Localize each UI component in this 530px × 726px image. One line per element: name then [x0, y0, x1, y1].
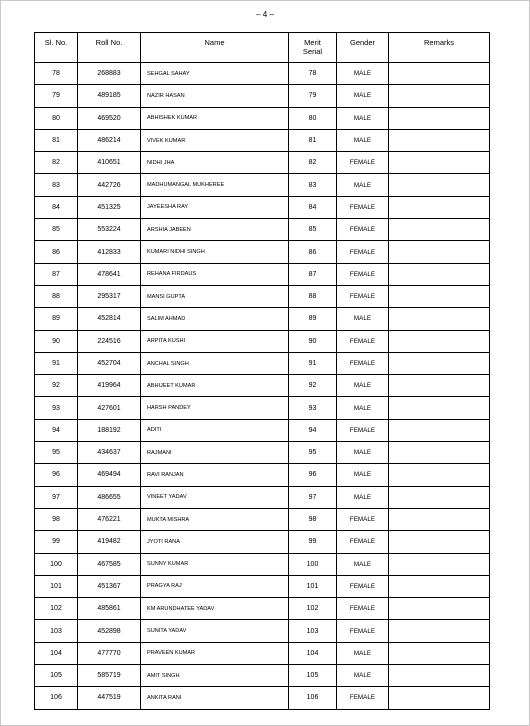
cell-gender: FEMALE: [337, 219, 389, 241]
cell-roll-no: 478641: [78, 263, 141, 285]
cell-sl-no: 99: [35, 531, 78, 553]
cell-merit-serial: 91: [289, 352, 337, 374]
cell-merit-serial: 93: [289, 397, 337, 419]
table-row: [35, 665, 490, 687]
cell-name: VIVEK KUMAR: [141, 129, 289, 151]
table-row: [35, 330, 490, 352]
table-body: [35, 63, 490, 710]
cell-sl-no: 89: [35, 308, 78, 330]
table-row: [35, 85, 490, 107]
table-row: [35, 486, 490, 508]
cell-sl-no: 83: [35, 174, 78, 196]
table-row: [35, 464, 490, 486]
cell-name: ANKITA RANI: [141, 687, 289, 709]
cell-roll-no: 447519: [78, 687, 141, 709]
table-row: [35, 174, 490, 196]
cell-roll-no: 188192: [78, 419, 141, 441]
cell-name: MANSI GUPTA: [141, 285, 289, 307]
cell-remarks: [389, 263, 490, 285]
cell-gender: FEMALE: [337, 196, 389, 218]
cell-name: MUKTA MISHRA: [141, 508, 289, 530]
cell-sl-no: 84: [35, 196, 78, 218]
cell-remarks: [389, 687, 490, 709]
cell-roll-no: 467585: [78, 553, 141, 575]
cell-gender: FEMALE: [337, 263, 389, 285]
cell-gender: FEMALE: [337, 419, 389, 441]
cell-gender: FEMALE: [337, 352, 389, 374]
cell-sl-no: 102: [35, 598, 78, 620]
cell-name: ADITI: [141, 419, 289, 441]
cell-roll-no: 451367: [78, 575, 141, 597]
cell-gender: FEMALE: [337, 598, 389, 620]
cell-remarks: [389, 642, 490, 664]
cell-roll-no: 452704: [78, 352, 141, 374]
cell-sl-no: 86: [35, 241, 78, 263]
cell-remarks: [389, 375, 490, 397]
cell-name: ARPITA KUSHI: [141, 330, 289, 352]
cell-gender: FEMALE: [337, 152, 389, 174]
cell-remarks: [389, 85, 490, 107]
table-row: [35, 352, 490, 374]
cell-remarks: [389, 508, 490, 530]
cell-roll-no: 476221: [78, 508, 141, 530]
cell-remarks: [389, 442, 490, 464]
cell-roll-no: 485861: [78, 598, 141, 620]
cell-merit-serial: 102: [289, 598, 337, 620]
cell-sl-no: 92: [35, 375, 78, 397]
merit-list-table: [34, 32, 490, 710]
table-row: [35, 129, 490, 151]
table-row: [35, 531, 490, 553]
cell-merit-serial: 105: [289, 665, 337, 687]
cell-gender: MALE: [337, 375, 389, 397]
cell-remarks: [389, 665, 490, 687]
cell-gender: MALE: [337, 308, 389, 330]
cell-roll-no: 268883: [78, 63, 141, 85]
cell-sl-no: 90: [35, 330, 78, 352]
header-remarks: Remarks: [389, 33, 490, 63]
cell-sl-no: 82: [35, 152, 78, 174]
cell-remarks: [389, 152, 490, 174]
cell-sl-no: 85: [35, 219, 78, 241]
cell-gender: MALE: [337, 63, 389, 85]
cell-sl-no: 79: [35, 85, 78, 107]
cell-roll-no: 224516: [78, 330, 141, 352]
cell-remarks: [389, 308, 490, 330]
cell-name: JYOTI RANA: [141, 531, 289, 553]
cell-sl-no: 105: [35, 665, 78, 687]
cell-sl-no: 78: [35, 63, 78, 85]
cell-sl-no: 88: [35, 285, 78, 307]
cell-remarks: [389, 107, 490, 129]
cell-remarks: [389, 419, 490, 441]
cell-gender: FEMALE: [337, 285, 389, 307]
cell-gender: FEMALE: [337, 620, 389, 642]
cell-gender: MALE: [337, 397, 389, 419]
cell-remarks: [389, 63, 490, 85]
cell-name: SUNITA YADAV: [141, 620, 289, 642]
cell-merit-serial: 99: [289, 531, 337, 553]
cell-name: SALIM AHMAD: [141, 308, 289, 330]
cell-merit-serial: 81: [289, 129, 337, 151]
cell-remarks: [389, 486, 490, 508]
table-row: [35, 687, 490, 709]
cell-roll-no: 451325: [78, 196, 141, 218]
cell-gender: FEMALE: [337, 330, 389, 352]
table-row: [35, 397, 490, 419]
cell-name: ARSHIA JABEEN: [141, 219, 289, 241]
cell-name: VINEET YADAV: [141, 486, 289, 508]
cell-roll-no: 427601: [78, 397, 141, 419]
cell-sl-no: 103: [35, 620, 78, 642]
cell-merit-serial: 92: [289, 375, 337, 397]
cell-gender: MALE: [337, 553, 389, 575]
table-row: [35, 575, 490, 597]
header-gender: Gender: [337, 33, 389, 63]
cell-roll-no: 489185: [78, 85, 141, 107]
cell-gender: MALE: [337, 665, 389, 687]
cell-name: MADHUMANGAL MUKHEREE: [141, 174, 289, 196]
cell-merit-serial: 89: [289, 308, 337, 330]
cell-sl-no: 106: [35, 687, 78, 709]
cell-name: REHANA FIRDAUS: [141, 263, 289, 285]
table-row: [35, 642, 490, 664]
cell-sl-no: 91: [35, 352, 78, 374]
cell-name: AMIT SINGH: [141, 665, 289, 687]
cell-sl-no: 104: [35, 642, 78, 664]
cell-gender: MALE: [337, 442, 389, 464]
cell-gender: MALE: [337, 174, 389, 196]
cell-name: RAVI RANJAN: [141, 464, 289, 486]
cell-sl-no: 97: [35, 486, 78, 508]
table-row: [35, 419, 490, 441]
cell-roll-no: 419482: [78, 531, 141, 553]
cell-remarks: [389, 196, 490, 218]
cell-roll-no: 585719: [78, 665, 141, 687]
cell-merit-serial: 95: [289, 442, 337, 464]
cell-gender: FEMALE: [337, 241, 389, 263]
table-row: [35, 219, 490, 241]
cell-gender: MALE: [337, 107, 389, 129]
cell-merit-serial: 104: [289, 642, 337, 664]
table-row: [35, 508, 490, 530]
cell-remarks: [389, 219, 490, 241]
cell-gender: MALE: [337, 486, 389, 508]
cell-name: RAJMANI: [141, 442, 289, 464]
cell-roll-no: 295317: [78, 285, 141, 307]
cell-roll-no: 486214: [78, 129, 141, 151]
cell-roll-no: 452898: [78, 620, 141, 642]
cell-name: HARSH PANDEY: [141, 397, 289, 419]
table-header-row: [35, 33, 490, 63]
cell-merit-serial: 97: [289, 486, 337, 508]
cell-merit-serial: 85: [289, 219, 337, 241]
header-name: Name: [141, 33, 289, 63]
cell-name: ABHISHEK KUMAR: [141, 107, 289, 129]
cell-name: NIDHI JHA: [141, 152, 289, 174]
cell-merit-serial: 83: [289, 174, 337, 196]
cell-sl-no: 101: [35, 575, 78, 597]
cell-name: KM ARUNDHATEE YADAV: [141, 598, 289, 620]
cell-remarks: [389, 464, 490, 486]
cell-remarks: [389, 620, 490, 642]
cell-name: ABHIJEET KUMAR: [141, 375, 289, 397]
header-merit-serial-line1: Merit: [304, 38, 321, 47]
cell-name: ANCHAL SINGH: [141, 352, 289, 374]
cell-merit-serial: 103: [289, 620, 337, 642]
table-row: [35, 285, 490, 307]
header-merit-serial-line2: Serial: [302, 47, 323, 56]
cell-sl-no: 100: [35, 553, 78, 575]
table-row: [35, 152, 490, 174]
cell-roll-no: 469494: [78, 464, 141, 486]
table-row: [35, 375, 490, 397]
cell-roll-no: 452814: [78, 308, 141, 330]
cell-name: JAYEESHA RAY: [141, 196, 289, 218]
cell-remarks: [389, 553, 490, 575]
cell-sl-no: 96: [35, 464, 78, 486]
cell-sl-no: 87: [35, 263, 78, 285]
page-number: – 4 –: [256, 10, 274, 19]
cell-remarks: [389, 285, 490, 307]
cell-sl-no: 81: [35, 129, 78, 151]
cell-roll-no: 410651: [78, 152, 141, 174]
cell-name: SEHGAL SAHAY: [141, 63, 289, 85]
table-row: [35, 620, 490, 642]
cell-gender: MALE: [337, 129, 389, 151]
table-row: [35, 442, 490, 464]
table-row: [35, 308, 490, 330]
cell-sl-no: 95: [35, 442, 78, 464]
header-merit-serial: [289, 33, 337, 63]
cell-roll-no: 434637: [78, 442, 141, 464]
header-roll-no: Roll No.: [78, 33, 141, 63]
cell-merit-serial: 88: [289, 285, 337, 307]
cell-merit-serial: 101: [289, 575, 337, 597]
cell-gender: MALE: [337, 85, 389, 107]
cell-roll-no: 486655: [78, 486, 141, 508]
cell-name: KUMARI NIDHI SINGH: [141, 241, 289, 263]
table-row: [35, 241, 490, 263]
cell-remarks: [389, 129, 490, 151]
cell-sl-no: 94: [35, 419, 78, 441]
cell-sl-no: 93: [35, 397, 78, 419]
cell-gender: FEMALE: [337, 687, 389, 709]
table-row: [35, 196, 490, 218]
cell-merit-serial: 79: [289, 85, 337, 107]
table-row: [35, 63, 490, 85]
cell-remarks: [389, 575, 490, 597]
cell-remarks: [389, 174, 490, 196]
cell-name: SUNNY KUMAR: [141, 553, 289, 575]
cell-roll-no: 412833: [78, 241, 141, 263]
table-row: [35, 263, 490, 285]
cell-roll-no: 469520: [78, 107, 141, 129]
cell-roll-no: 477770: [78, 642, 141, 664]
cell-name: PRAGYA RAJ: [141, 575, 289, 597]
table-row: [35, 107, 490, 129]
cell-merit-serial: 86: [289, 241, 337, 263]
cell-sl-no: 98: [35, 508, 78, 530]
cell-remarks: [389, 397, 490, 419]
table-row: [35, 553, 490, 575]
table-row: [35, 598, 490, 620]
cell-merit-serial: 106: [289, 687, 337, 709]
cell-merit-serial: 96: [289, 464, 337, 486]
cell-roll-no: 419964: [78, 375, 141, 397]
cell-name: PRAVEEN KUMAR: [141, 642, 289, 664]
cell-sl-no: 80: [35, 107, 78, 129]
cell-merit-serial: 78: [289, 63, 337, 85]
cell-gender: FEMALE: [337, 531, 389, 553]
cell-gender: FEMALE: [337, 508, 389, 530]
cell-gender: FEMALE: [337, 575, 389, 597]
cell-merit-serial: 100: [289, 553, 337, 575]
cell-merit-serial: 80: [289, 107, 337, 129]
cell-merit-serial: 90: [289, 330, 337, 352]
cell-gender: MALE: [337, 642, 389, 664]
cell-merit-serial: 98: [289, 508, 337, 530]
cell-remarks: [389, 598, 490, 620]
cell-merit-serial: 82: [289, 152, 337, 174]
cell-merit-serial: 87: [289, 263, 337, 285]
cell-merit-serial: 84: [289, 196, 337, 218]
cell-remarks: [389, 531, 490, 553]
cell-merit-serial: 94: [289, 419, 337, 441]
cell-remarks: [389, 352, 490, 374]
cell-roll-no: 442726: [78, 174, 141, 196]
header-sl-no: Sl. No.: [35, 33, 78, 63]
cell-name: NAZIR HASAN: [141, 85, 289, 107]
cell-remarks: [389, 241, 490, 263]
cell-roll-no: 553224: [78, 219, 141, 241]
cell-gender: MALE: [337, 464, 389, 486]
cell-remarks: [389, 330, 490, 352]
